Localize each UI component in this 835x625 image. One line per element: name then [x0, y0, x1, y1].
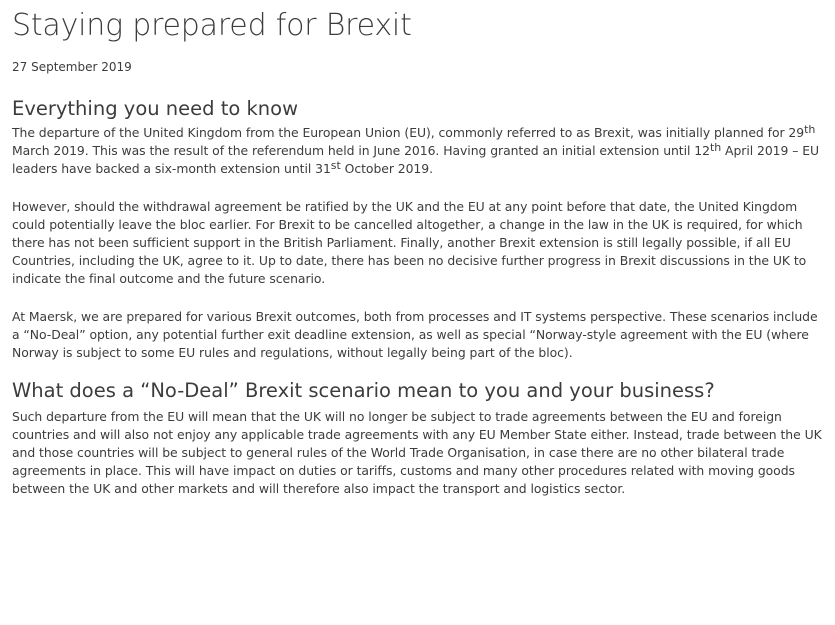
- paragraph-text: October 2019.: [340, 161, 433, 176]
- paragraph-departure: [12, 124, 823, 178]
- section-heading-everything: Everything you need to know: [12, 97, 299, 120]
- paragraph-text: The departure of the United Kingdom from the European Union (EU), commonly referred to as Brexit, was initially planned for 29: [12, 125, 805, 140]
- paragraph-no-deal-impact: Such departure from the EU will mean that the UK will no longer be subject to trade agreements between the EU and foreign countries and will also not enjoy any applicable trade agreements with any EU Member State either. Instead, trade between the UK and those countries will be subject to general rules of the World Trade Organisation, in case there are no other bilateral trade agreements in place. This will have impact on duties or tariffs, customs and many other procedures related with moving goods between the UK and other markets and will therefore also impact the transport and logistics sector.: [12, 409, 822, 496]
- paragraph-maersk: At Maersk, we are prepared for various Brexit outcomes, both from processes and IT systems perspective. These scenarios include a “No-Deal” option, any potential further exit deadline extension, as well as special “Norway-style agreement with the EU (where Norway is subject to some EU rules and regulations, without legally being part of the bloc).: [12, 309, 818, 360]
- paragraph-text: March 2019. This was the result of the referendum held in June 2016. Having granted an initial extension until 12: [12, 143, 710, 158]
- page-title: Staying prepared for Brexit: [12, 8, 412, 43]
- ordinal-suffix: st: [330, 158, 341, 172]
- section-heading-no-deal: What does a “No-Deal” Brexit scenario mean to you and your business?: [12, 379, 715, 402]
- publish-date: 27 September 2019: [12, 60, 132, 74]
- paragraph-text: April 2019 – EU leaders have backed a six-month extension until 31: [12, 143, 820, 176]
- ordinal-suffix: th: [804, 122, 816, 136]
- ordinal-suffix: th: [709, 140, 722, 154]
- paragraph-withdrawal: However, should the withdrawal agreement be ratified by the UK and the EU at any point before that date, the United Kingdom could potentially leave the bloc earlier. For Brexit to be cancelled altogether, a change in the law in the UK is required, for which there has not been sufficient support in the British Parliament. Finally, another Brexit extension is still legally possible, if all EU Countries, including the UK, agree to it. Up to date, there has been no decisive further progress in Brexit discussions in the UK to indicate the final outcome and the future scenario.: [12, 199, 807, 286]
